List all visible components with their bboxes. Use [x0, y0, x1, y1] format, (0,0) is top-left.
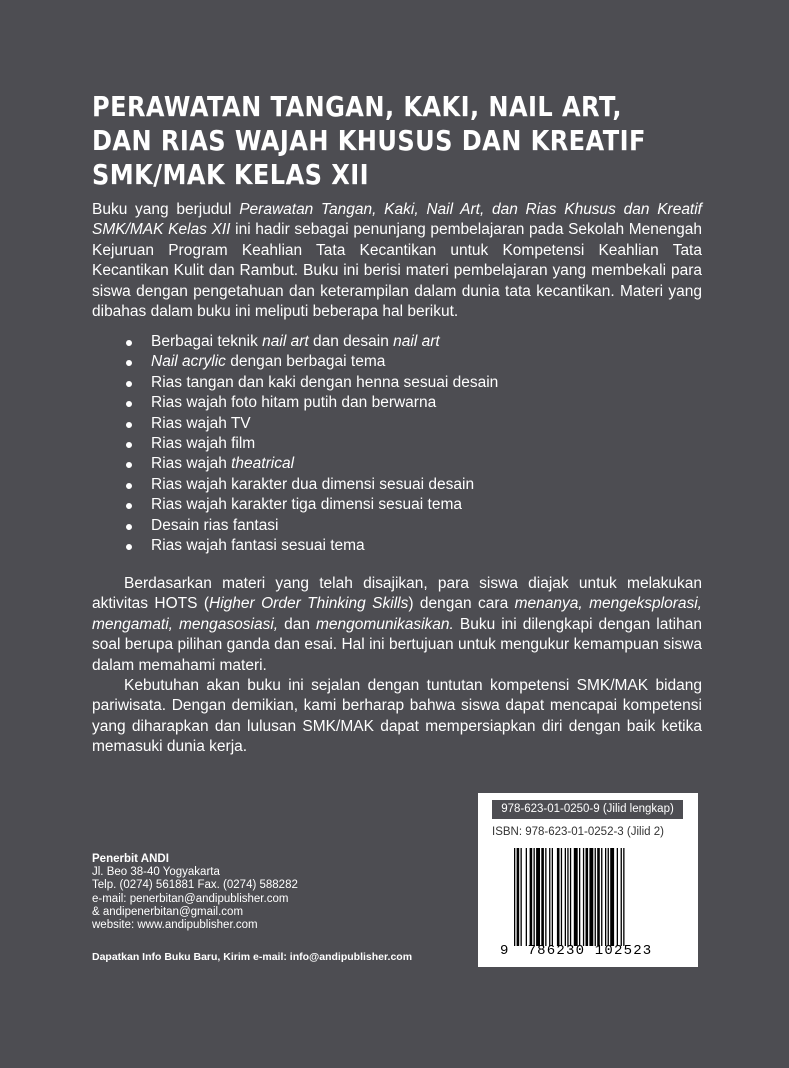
barcode-bar [545, 848, 546, 946]
barcode-bar [610, 848, 614, 946]
barcode-bar [570, 848, 571, 946]
p2-text-2: ) dengan cara [408, 595, 515, 613]
barcode-bar [617, 848, 618, 946]
barcode-bar [530, 848, 533, 946]
barcode-bar [541, 848, 544, 946]
list-item-italic: nail art [393, 333, 440, 350]
list-item [120, 495, 680, 515]
list-item-text: Rias wajah karakter tiga dimensi sesuai tema [151, 496, 462, 514]
isbn-volume-label: ISBN: 978-623-01-0252-3 (Jilid 2) [492, 826, 664, 838]
list-item [120, 536, 680, 556]
barcode-bar [601, 848, 602, 946]
p2-italic-2: menanya, mengeksplorasi, mengamati, mengasosiasi, [92, 595, 702, 633]
barcode-bar [583, 848, 584, 946]
publisher-info [92, 853, 432, 932]
barcode-bar [574, 848, 578, 946]
isbn-panel [478, 793, 698, 967]
list-item-text: Rias wajah karakter dua dimensi sesuai desain [151, 475, 475, 493]
title-line-2: DAN RIAS WAJAH KHUSUS DAN KREATIF [92, 124, 646, 157]
barcode-bar [514, 848, 515, 946]
barcode-bar [579, 848, 580, 946]
p2-text-4: Buku ini dilengkapi dengan latihan soal berupa pilihan ganda dan esai. Hal ini bertujuan untuk mengukur kemampuan siswa dalam memahami materi. [92, 615, 702, 674]
publisher-website: website: www.andipublisher.com [92, 919, 258, 932]
barcode-bar [536, 848, 540, 946]
bullet-dot-icon [126, 462, 132, 468]
bullet-dot-icon [126, 442, 132, 448]
bullet-dot-icon [126, 422, 132, 428]
barcode-bar [586, 848, 589, 946]
list-item-italic: theatrical [231, 455, 295, 473]
barcode-bar [549, 848, 550, 946]
barcode-digits: 786230 102523 [527, 943, 653, 959]
list-item [120, 434, 680, 454]
list-item [120, 475, 680, 495]
list-item-italic: Nail acrylic [151, 353, 226, 371]
p2-italic-3: mengomunikasikan. [315, 615, 454, 633]
bullet-dot-icon [126, 544, 132, 550]
barcode-bar [589, 848, 593, 946]
barcode-bar [608, 848, 609, 946]
bullet-dot-icon [126, 503, 132, 509]
list-item-text: Rias wajah film [151, 434, 256, 452]
list-item [120, 352, 680, 372]
list-item [120, 332, 680, 352]
closing-paragraph: Kebutuhan akan buku ini sejalan dengan tuntutan kompetensi SMK/MAK bidang pariwisata. Dengan demikian, kami berharap bahwa siswa dapat mencapai kompetensi yang diharapkan dan lulusan SMK/MAK dapat mempersiapkan diri dengan baik ketika memasuki dunia kerja. [92, 677, 702, 756]
publisher-email-1: e-mail: penerbitan@andipublisher.com [92, 892, 289, 905]
barcode-bar [621, 848, 622, 946]
p2-text-3: dan [278, 615, 316, 633]
book-title [92, 90, 646, 192]
title-line-1: PERAWATAN TANGAN, KAKI, NAIL ART, [92, 90, 622, 123]
intro-book-title: Perawatan Tangan, Kaki, Nail Art, dan Rias Khusus dan Kreatif SMK/MAK Kelas XII [92, 201, 702, 239]
p2-text-1: Berdasarkan materi yang telah disajikan, para siswa diajak untuk melakukan aktivitas HOTS ( [92, 575, 702, 613]
isbn-set-label: 978-623-01-0250-9 (Jilid lengkap) [492, 800, 683, 819]
barcode-bar [567, 848, 568, 946]
p2-italic-1: Higher Order Thinking Skills [209, 595, 409, 613]
list-item-text: Rias wajah TV [151, 414, 251, 432]
bullet-dot-icon [126, 381, 132, 387]
list-item [120, 454, 680, 474]
list-item [120, 373, 680, 393]
barcode-bar [605, 848, 606, 946]
list-item-text: Rias wajah [151, 455, 232, 473]
publisher-email-2: & andipenerbitan@gmail.com [92, 905, 244, 918]
bullet-dot-icon [126, 524, 132, 530]
bullet-dot-icon [126, 340, 132, 346]
hots-paragraph [92, 574, 702, 676]
bullet-dot-icon [126, 483, 132, 489]
list-item-text: Rias wajah fantasi sesuai tema [151, 536, 365, 554]
intro-text-1: Buku yang berjudul [92, 201, 240, 218]
barcode-bar [521, 848, 522, 946]
barcode-bar [561, 848, 562, 946]
list-item-italic: nail art [262, 333, 309, 350]
barcode-bar [526, 848, 527, 946]
barcode-lead-digit: 9 [500, 943, 509, 959]
publisher-address: Jl. Beo 38-40 Yogyakarta [92, 866, 220, 879]
list-item-text: dan desain [308, 333, 394, 350]
barcode-icon [514, 848, 666, 946]
list-item [120, 393, 680, 413]
barcode-bar [534, 848, 535, 946]
list-item-text: Rias tangan dan kaki dengan henna sesuai desain [151, 373, 499, 391]
list-item [120, 414, 680, 434]
bullet-dot-icon [126, 360, 132, 366]
barcode-bar [557, 848, 560, 946]
body-paragraphs [92, 574, 702, 758]
barcode-bar [552, 848, 553, 946]
barcode-bar [595, 848, 596, 946]
barcode-bar [565, 848, 566, 946]
barcode-bar [623, 848, 624, 946]
list-item-text: Berbagai teknik [151, 333, 263, 350]
bullet-dot-icon [126, 401, 132, 407]
topic-list [120, 332, 680, 556]
list-item [120, 516, 680, 536]
publisher-name: Penerbit ANDI [92, 853, 169, 865]
barcode-bar [517, 848, 520, 946]
publisher-phone: Telp. (0274) 561881 Fax. (0274) 588282 [92, 879, 298, 892]
list-item-text: dengan berbagai tema [225, 353, 386, 371]
list-item-text: Desain rias fantasi [151, 516, 279, 534]
barcode-bar [597, 848, 600, 946]
intro-paragraph [92, 200, 702, 322]
promo-line: Dapatkan Info Buku Baru, Kirim e-mail: info@andipublisher.com [92, 951, 413, 963]
intro-text-2: ini hadir sebagai penunjang pembelajaran pada Sekolah Menengah Kejuruan Program Keahlian Tata Kecantikan untuk Kompetensi Keahlian Tata Kecantikan Kulit dan Rambut. Buku ini berisi materi pembelajaran yang membekali para siswa dengan pengetahuan dan keterampilan dalam dunia tata kecantikan. Materi yang dibahas dalam buku ini meliputi beberapa hal berikut. [92, 221, 702, 321]
title-line-3: SMK/MAK KELAS XII [92, 158, 370, 191]
list-item-text: Rias wajah foto hitam putih dan berwarna [151, 394, 437, 412]
